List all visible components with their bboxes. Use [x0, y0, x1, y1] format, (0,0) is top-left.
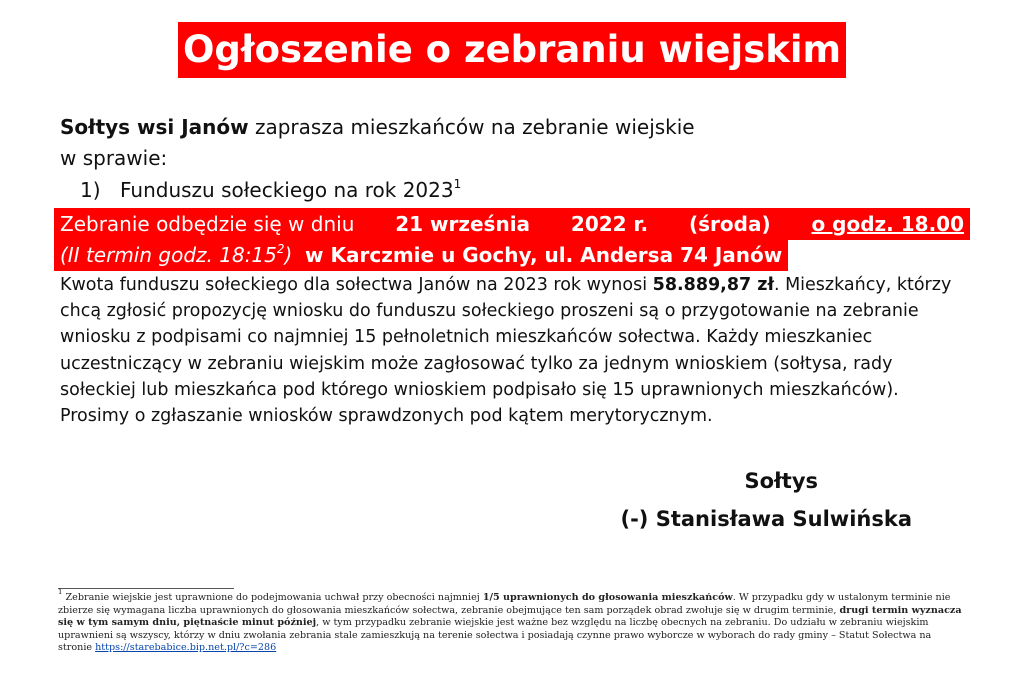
footnote-bold: drugi termin wyznacza: [839, 604, 962, 616]
intro-line-2: w sprawie:: [60, 146, 168, 170]
intro-text: [60, 112, 695, 174]
intro-line-1: [60, 112, 695, 143]
footnote-number: 1: [58, 587, 63, 596]
footnote-line: [58, 587, 970, 605]
footnote: [58, 587, 970, 655]
agenda-item: [80, 174, 461, 206]
agenda-list: [80, 174, 461, 206]
meeting-date: 21 września: [395, 212, 531, 236]
signature-name: (-) Stanisława Sulwińska: [620, 507, 912, 531]
footnote-line: [58, 642, 970, 655]
body-line: uczestniczący w zebraniu wiejskim może zagłosować tylko za jednym wnioskiem (sołtysa, rady: [60, 353, 893, 374]
footnote-bold: się w tym samym dniu, piętnaście minut później: [58, 617, 317, 629]
meeting-weekday: (środa): [689, 212, 771, 236]
body-line-part: Kwota funduszu sołeckiego dla sołectwa Janów na 2023 rok wynosi: [60, 275, 653, 295]
footnote-line: uprawnieni są wszyscy, którzy w dniu zwołania zebrania stale zamieszkują na terenie sołectwa i posiadają czynne prawo wyborcze w wyborach do rady gminy – Statut Sołectwa na: [58, 629, 932, 641]
meeting-highlight-line-1: [54, 208, 970, 240]
meeting-year: 2022 r.: [570, 212, 649, 236]
footnote-text: stronie: [58, 642, 96, 654]
meeting-place: w Karczmie u Gochy, ul. Andersa 74 Janów: [305, 243, 783, 267]
body-line: wniosku z podpisami co najmniej 15 pełnoletnich mieszkańców sołectwa. Każdy mieszkaniec: [60, 327, 873, 348]
footnote-text: zbierze się wymagana liczba uprawnionych do głosowania mieszkańców sołectwa, zebranie obejmujące ten sam porządek obrad zwołuje się w drugim terminie,: [58, 604, 840, 616]
body-paragraph: [60, 272, 960, 429]
footnote-text: . W przypadku gdy w ustalonym terminie nie: [732, 592, 951, 603]
second-term-close: ): [284, 243, 293, 267]
meeting-time: o godz. 18.00: [811, 212, 964, 236]
meeting-highlight-line-2: [54, 240, 788, 271]
signature-role: Sołtys: [744, 469, 819, 493]
second-term-mark: 2: [276, 242, 285, 257]
title-container: [0, 22, 1024, 78]
page-title: Ogłoszenie o zebraniu wiejskim: [178, 22, 846, 78]
footnote-line: [58, 605, 970, 618]
second-term-text: (II termin godz. 18:15: [60, 243, 277, 267]
body-line: [60, 272, 960, 298]
intro-rest: zaprasza mieszkańców na zebranie wiejskie: [248, 115, 695, 139]
footnote-mark: 1: [453, 177, 462, 192]
meeting-prefix: Zebranie odbędzie się w dniu: [60, 212, 355, 236]
body-line: Prosimy o zgłaszanie wniosków sprawdzonych pod kątem merytorycznym.: [60, 406, 713, 427]
body-line: chcą zgłosić propozycję wniosku do funduszu sołeckiego proszeni są o przygotowanie na zebranie: [60, 301, 919, 322]
agenda-item-number: 1): [80, 178, 101, 202]
body-line: sołeckiej lub mieszkańca pod którego wnioskiem podpisało się 15 uprawnionych mieszkańców).: [60, 379, 899, 400]
signature-block: [620, 462, 912, 538]
footnote-line: [58, 617, 970, 630]
body-line-part: . Mieszkańcy, którzy: [773, 275, 952, 295]
agenda-item-text: Funduszu sołeckiego na rok 2023: [120, 178, 454, 202]
footnote-bold: 1/5 uprawnionych do głosowania mieszkańców: [482, 592, 733, 603]
statute-link[interactable]: https://starebabice.bip.net.pl/?c=286: [95, 642, 277, 654]
fund-amount: 58.889,87 zł: [652, 275, 774, 295]
intro-bold-lead: Sołtys wsi Janów: [60, 115, 249, 139]
footnote-text: , w tym przypadku zebranie wiejskie jest ważne bez względu na liczbę obecnych na zebraniu. Do udziału w zebraniu wiejskim: [316, 617, 929, 629]
second-term: [60, 243, 292, 267]
footnote-divider: [58, 588, 234, 589]
footnote-text: Zebranie wiejskie jest uprawnione do podejmowania uchwał przy obecności najmniej: [62, 592, 483, 603]
